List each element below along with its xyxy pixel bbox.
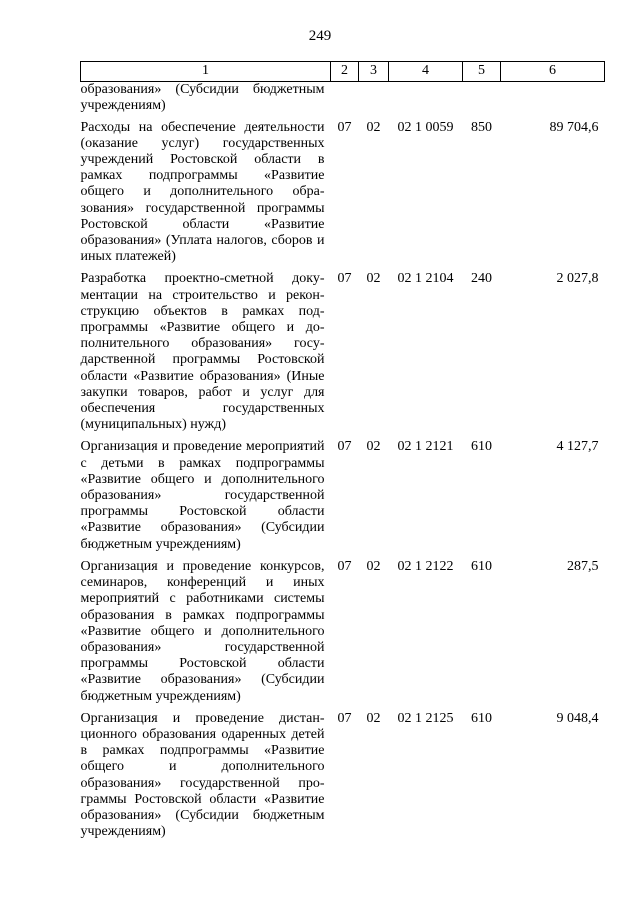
- row-target: 02 1 2104: [397, 271, 454, 287]
- row-amount: 9 048,4: [556, 710, 599, 726]
- row-expense-type: 610: [471, 710, 492, 726]
- row-target: 02 1 2122: [397, 558, 454, 574]
- row-subsection: 02: [366, 271, 381, 287]
- table-row: [81, 82, 605, 120]
- row-amount: 287,5: [567, 558, 599, 574]
- row-description: Организация и проведение конкурсов, семинаров, конференций и иных мероприятий с работниками системы образования в рамках подпрограммы «Развитие общего и дополнительного образования» государственной программы Ростовской области «Развитие образования» (Субсидии бюджетным учреждениям): [80, 558, 325, 704]
- row-subsection: 02: [366, 439, 381, 455]
- column-header-target: 4: [389, 62, 463, 82]
- row-section: [331, 82, 359, 120]
- column-header-description: 1: [81, 62, 331, 82]
- row-amount: 4 127,7: [556, 439, 599, 455]
- table-body: [81, 82, 605, 847]
- table-row: [81, 439, 605, 558]
- page-number: 249: [308, 28, 332, 44]
- row-target: [389, 82, 463, 120]
- row-expense-type: 240: [471, 271, 492, 287]
- row-expense-type: 610: [471, 439, 492, 455]
- row-section: 07: [337, 558, 352, 574]
- table-row: [81, 711, 605, 847]
- row-description: Организация и проведение дистанционного образования одаренных детей в рамках подпрограммы «Развитие общего и дополнительного образования» государственной программы Ростовской области «Развитие образования» (Субсидии бюджетным учреждениям): [80, 710, 325, 840]
- row-section: 07: [337, 271, 352, 287]
- table-row: [81, 271, 605, 439]
- row-section: 07: [337, 710, 352, 726]
- row-expense-type: [463, 82, 501, 120]
- row-description: Разработка проектно-сметной документации на строительство и реконструкцию объектов в рамках подпрограммы «Развитие общего и дополнительного образования» государственной программы Ростовской области «Развитие образования» (Иные закупки товаров, работ и услуг для обеспечения государственных (муниципальных) нужд): [80, 271, 325, 433]
- row-subsection: 02: [366, 119, 381, 135]
- table-row: [81, 559, 605, 711]
- table-header: [81, 62, 605, 82]
- column-header-amount: 6: [501, 62, 605, 82]
- table-row: [81, 120, 605, 272]
- row-target: 02 1 2125: [397, 710, 454, 726]
- row-subsection: 02: [366, 710, 381, 726]
- row-target: 02 1 2121: [397, 439, 454, 455]
- column-header-expense-type: 5: [463, 62, 501, 82]
- column-header-section: 2: [331, 62, 359, 82]
- row-section: 07: [337, 119, 352, 135]
- row-amount: 89 704,6: [549, 119, 599, 135]
- row-description: Расходы на обеспечение деятельности (оказание услуг) государственных учреждений Ростовской области в рамках подпрограммы «Развитие общего и дополнительного образования» государственной программы Ростовской области «Развитие образования» (Уплата налогов, сборов и иных платежей): [80, 119, 325, 265]
- budget-table: [80, 61, 605, 846]
- row-amount: 2 027,8: [556, 271, 599, 287]
- column-header-subsection: 3: [359, 62, 389, 82]
- row-expense-type: 610: [471, 558, 492, 574]
- row-subsection: 02: [366, 558, 381, 574]
- row-subsection: [359, 82, 389, 120]
- row-expense-type: 850: [471, 119, 492, 135]
- row-description: образования» (Субсидии бюджетным учреждениям): [80, 82, 325, 114]
- row-section: 07: [337, 439, 352, 455]
- row-description: Организация и проведение мероприятий с детьми в рамках подпрограммы «Развитие общего и дополнительного образования» государственной программы Ростовской области «Развитие образования» (Субсидии бюджетным учреждениям): [80, 439, 325, 552]
- row-target: 02 1 0059: [397, 119, 454, 135]
- row-amount: [501, 82, 605, 120]
